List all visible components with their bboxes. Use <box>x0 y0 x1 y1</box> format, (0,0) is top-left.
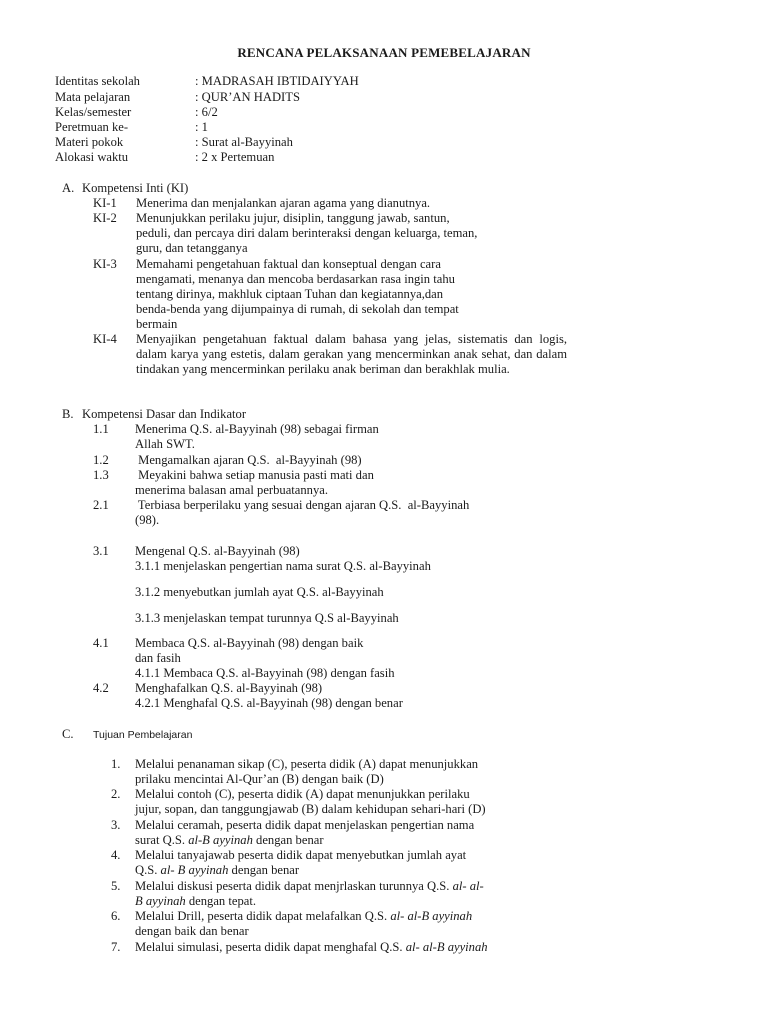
ki-text: Menyajikan pengetahuan faktual dalam bahasa yang jelas, sistematis dan logis, dalam karya yang estetis, dalam gerakan yang mencerminkan anak sehat, dan dalam tindakan yang mencerminkan perilaku anak beriman dan berakhlak mulia. <box>136 332 567 376</box>
kd-text: Terbiasa berperilaku yang sesuai dengan ajaran Q.S. al-Bayyinah <box>135 498 470 512</box>
indicator-text: 4.2.1 Menghafal Q.S. al-Bayyinah (98) dengan benar <box>135 696 403 710</box>
ki-code: KI-4 <box>93 332 117 346</box>
ki-text: Menunjukkan perilaku jujur, disiplin, tanggung jawab, santun, <box>136 211 450 225</box>
indicator-text: 3.1.3 menjelaskan tempat turunnya Q.S al-Bayyinah <box>135 611 399 625</box>
kd-text: dan fasih <box>135 651 181 665</box>
objective-text: Melalui diskusi peserta didik dapat menjrlaskan turunnya Q.S. al- al- <box>135 879 484 893</box>
kd-number: 4.1 <box>93 636 109 650</box>
identity-label: Kelas/semester <box>55 105 132 119</box>
indicator-text: 4.1.1 Membaca Q.S. al-Bayyinah (98) dengan fasih <box>135 666 395 680</box>
kd-number: 1.3 <box>93 468 109 482</box>
identity-label: Identitas sekolah <box>55 74 140 88</box>
objective-text: Melalui Drill, peserta didik dapat melafalkan Q.S. al- al-B ayyinah <box>135 909 473 923</box>
ki-text: peduli, dan percaya diri dalam berinteraksi dengan keluarga, teman, <box>136 226 478 240</box>
identity-label: Materi pokok <box>55 135 124 149</box>
section-heading: Kompetensi Inti (KI) <box>82 181 189 195</box>
objective-text: Q.S. al- B ayyinah dengan benar <box>135 863 300 877</box>
kd-number: 3.1 <box>93 544 109 558</box>
objective-number: 6. <box>111 909 121 923</box>
kd-number: 4.2 <box>93 681 109 695</box>
identity-label: Mata pelajaran <box>55 90 131 104</box>
kd-text: Mengamalkan ajaran Q.S. al-Bayyinah (98) <box>135 453 362 467</box>
ki-text: Menerima dan menjalankan ajaran agama yang dianutnya. <box>136 196 431 210</box>
ki-code: KI-2 <box>93 211 117 225</box>
identity-value: : 2 x Pertemuan <box>195 150 275 164</box>
section-heading: Kompetensi Dasar dan Indikator <box>82 407 247 421</box>
identity-value: : Surat al-Bayyinah <box>195 135 293 149</box>
identity-label: Peretmuan ke- <box>55 120 129 134</box>
section-marker: A. <box>62 181 75 195</box>
identity-value: : QUR’AN HADITS <box>195 90 300 104</box>
kd-text: menerima balasan amal perbuatannya. <box>135 483 329 497</box>
objective-number: 3. <box>111 818 121 832</box>
kd-number: 2.1 <box>93 498 109 512</box>
ki-text: bermain <box>136 317 178 331</box>
identity-label: Alokasi waktu <box>55 150 129 164</box>
objective-text: Melalui contoh (C), peserta didik (A) dapat menunjukkan perilaku <box>135 787 470 801</box>
identity-value: : 6/2 <box>195 105 218 119</box>
kd-text: Mengenal Q.S. al-Bayyinah (98) <box>135 544 300 558</box>
objective-text: Melalui penanaman sikap (C), peserta didik (A) dapat menunjukkan <box>135 757 479 771</box>
kd-text: Menerima Q.S. al-Bayyinah (98) sebagai firman <box>135 422 379 436</box>
kd-text: Allah SWT. <box>135 437 195 451</box>
ki-code: KI-3 <box>93 257 117 271</box>
identity-value: : MADRASAH IBTIDAIYYAH <box>195 74 359 88</box>
objective-number: 5. <box>111 879 121 893</box>
ki-text: tentang dirinya, makhluk ciptaan Tuhan dan kegiatannya,dan <box>136 287 444 301</box>
ki-text: guru, dan tetangganya <box>136 241 248 255</box>
objective-number: 1. <box>111 757 121 771</box>
section-marker: B. <box>62 407 74 421</box>
ki-code: KI-1 <box>93 196 117 210</box>
indicator-text: 3.1.1 menjelaskan pengertian nama surat Q.S. al-Bayyinah <box>135 559 431 573</box>
kd-text: Meyakini bahwa setiap manusia pasti mati dan <box>135 468 374 482</box>
ki-text: Memahami pengetahuan faktual dan konseptual dengan cara <box>136 257 441 271</box>
kd-number: 1.2 <box>93 453 109 467</box>
identity-value: : 1 <box>195 120 208 134</box>
kd-text: Menghafalkan Q.S. al-Bayyinah (98) <box>135 681 323 695</box>
objective-text: surat Q.S. al-B ayyinah dengan benar <box>135 833 324 847</box>
objective-number: 7. <box>111 940 121 954</box>
objective-number: 4. <box>111 848 121 862</box>
document-title: RENCANA PELAKSANAAN PEMEBELAJARAN <box>237 45 531 60</box>
section-heading: Tujuan Pembelajaran <box>93 729 193 741</box>
section-marker: C. <box>62 727 74 741</box>
objective-text: Melalui tanyajawab peserta didik dapat menyebutkan jumlah ayat <box>135 848 467 862</box>
objective-text: dengan baik dan benar <box>135 924 249 938</box>
objective-text: prilaku mencintai Al-Qur’an (B) dengan baik (D) <box>135 772 384 786</box>
objective-number: 2. <box>111 787 121 801</box>
kd-text: (98). <box>135 513 160 527</box>
objective-text: Melalui ceramah, peserta didik dapat menjelaskan pengertian nama <box>135 818 475 832</box>
ki-text: benda-benda yang dijumpainya di rumah, di sekolah dan tempat <box>136 302 459 316</box>
ki-text: mengamati, menanya dan mencoba berdasarkan rasa ingin tahu <box>136 272 455 286</box>
kd-text: Membaca Q.S. al-Bayyinah (98) dengan baik <box>135 636 364 650</box>
objective-text: jujur, sopan, dan tanggungjawab (B) dalam kehidupan sehari-hari (D) <box>135 802 486 816</box>
indicator-text: 3.1.2 menyebutkan jumlah ayat Q.S. al-Bayyinah <box>135 585 384 599</box>
objective-text: B ayyinah dengan tepat. <box>135 894 257 908</box>
kd-number: 1.1 <box>93 422 109 436</box>
objective-text: Melalui simulasi, peserta didik dapat menghafal Q.S. al- al-B ayyinah <box>135 940 488 954</box>
